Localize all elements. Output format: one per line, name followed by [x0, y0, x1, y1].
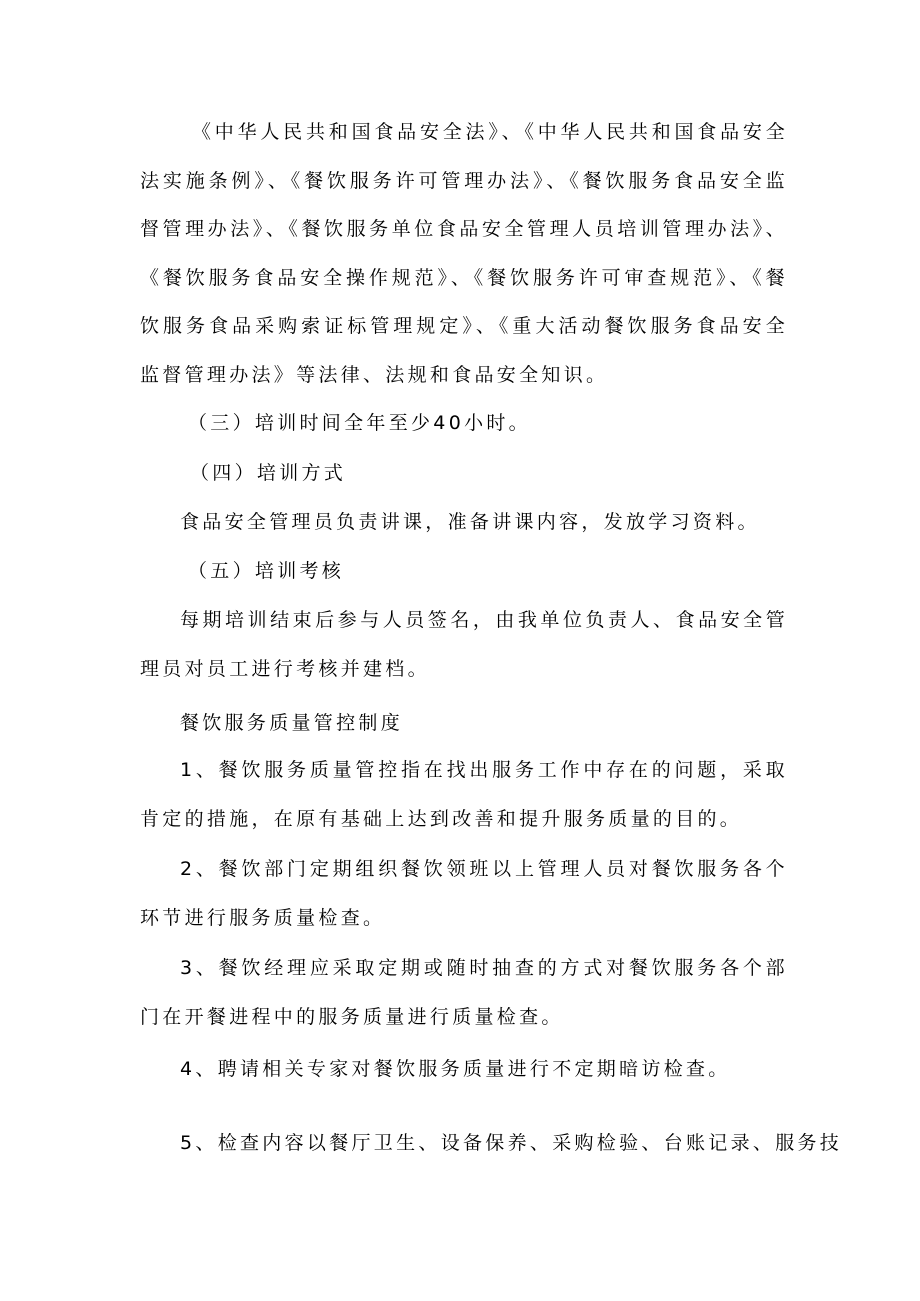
section-title-service-quality: 餐饮服务质量管控制度 — [180, 712, 404, 734]
paragraph-item-1: 1、餐饮服务质量管控指在找出服务工作中存在的问题，采取肯定的措施，在原有基础上达到改善和提升服务质量的目的。 — [140, 759, 788, 830]
paragraph-training-time: （三）培训时间全年至少40小时。 — [188, 412, 531, 434]
paragraph-laws-list: 《中华人民共和国食品安全法》、《中华人民共和国食品安全法实施条例》、《餐饮服务许可管理办法》、《餐饮服务食品安全监督管理办法》、《餐饮服务单位食品安全管理人员培训管理办法》、《餐饮服务食品安全操作规范》、《餐饮服务许可审查规范》、《餐饮服务食品采购索证标管理规定》、《重大活动餐饮服务食品安全监督管理办法》等法律、法规和食品安全知识。 — [140, 121, 788, 386]
heading-training-assessment: （五）培训考核 — [188, 560, 345, 582]
paragraph-item-4: 4、聘请相关专家对餐饮服务质量进行不定期暗访检查。 — [180, 1058, 731, 1080]
paragraph-item-5: 5、检查内容以餐厅卫生、设备保养、采购检验、台账记录、服务技 — [180, 1132, 843, 1154]
heading-training-method: （四）培训方式 — [190, 462, 347, 484]
paragraph-item-2: 2、餐饮部门定期组织餐饮领班以上管理人员对餐饮服务各个环节进行服务质量检查。 — [140, 858, 788, 929]
paragraph-training-assessment: 每期培训结束后参与人员签名，由我单位负责人、食品安全管理员对员工进行考核并建档。 — [140, 609, 788, 680]
paragraph-item-3: 3、餐饮经理应采取定期或随时抽查的方式对餐饮服务各个部门在开餐进程中的服务质量进行质量检查。 — [140, 957, 788, 1028]
paragraph-training-method: 食品安全管理员负责讲课，准备讲课内容，发放学习资料。 — [180, 511, 760, 533]
